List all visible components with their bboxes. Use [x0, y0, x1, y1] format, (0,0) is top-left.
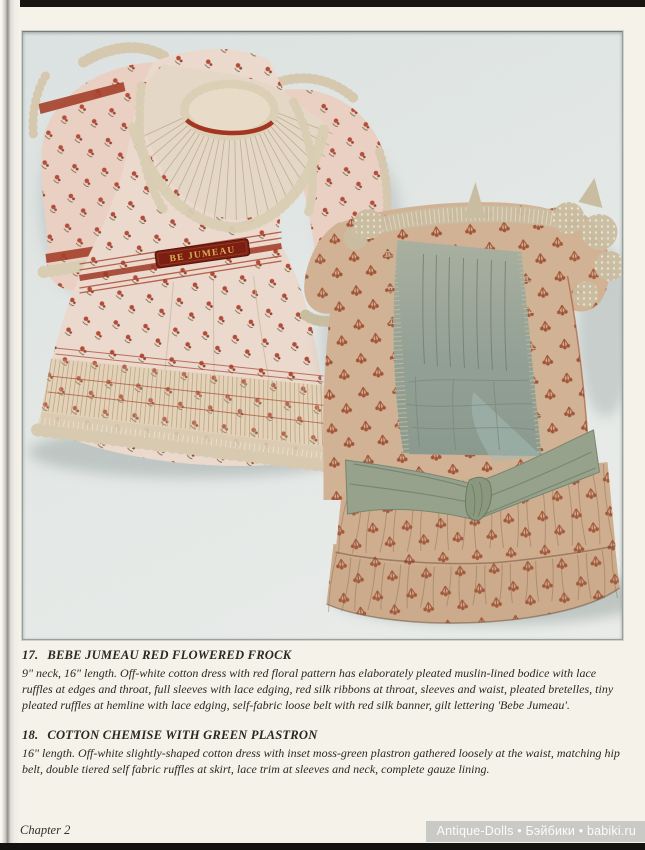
- scan-edge-top: [8, 0, 645, 7]
- entry-title: [22, 648, 627, 663]
- chapter-footer: Chapter 2: [20, 823, 71, 837]
- entry-description: 9" neck, 16" length. Off-white cotton dress with red floral pattern has elaborately pleated muslin-lined bodice with lace ruffles at edges and throat, full sleeves with lace edging, red silk ribbons at throat, sleeves and waist, pleated bretelles, tiny pleated ruffles at hemline with lace edging, self-fabric loose belt with red silk banner, gilt lettering 'Bebe Jumeau'.: [22, 666, 614, 712]
- green-plastron: [394, 240, 542, 456]
- dolls-photograph: [22, 31, 623, 640]
- entry-description: 16" length. Off-white slightly-shaped cotton dress with inset moss-green plastron gathered loosely at the waist, matching hip belt, double tiered self fabric ruffles at skirt, lace trim at sleeves and neck, complete gauze lining.: [22, 746, 620, 777]
- watermark-badge: Antique-Dolls • Бэйбики • babiki.ru: [426, 821, 645, 842]
- entry-number: 18.: [22, 728, 39, 743]
- entry-title-text: BEBE JUMEAU RED FLOWERED FROCK: [47, 648, 292, 662]
- scan-edge-bottom: [0, 843, 645, 850]
- book-binding-edge: [0, 0, 20, 850]
- cotton-chemise-photo: [304, 178, 622, 625]
- entry-title-text: COTTON CHEMISE WITH GREEN PLASTRON: [47, 728, 318, 743]
- entry-number: 17.: [22, 648, 39, 662]
- dolls-photo-svg: [23, 32, 622, 639]
- catalog-captions: [22, 648, 627, 793]
- entry-title: [22, 728, 627, 743]
- catalog-entry-17: [22, 648, 627, 713]
- catalog-entry-18: [22, 728, 627, 778]
- jumeau-banner-label: BE JUMEAU: [169, 245, 237, 265]
